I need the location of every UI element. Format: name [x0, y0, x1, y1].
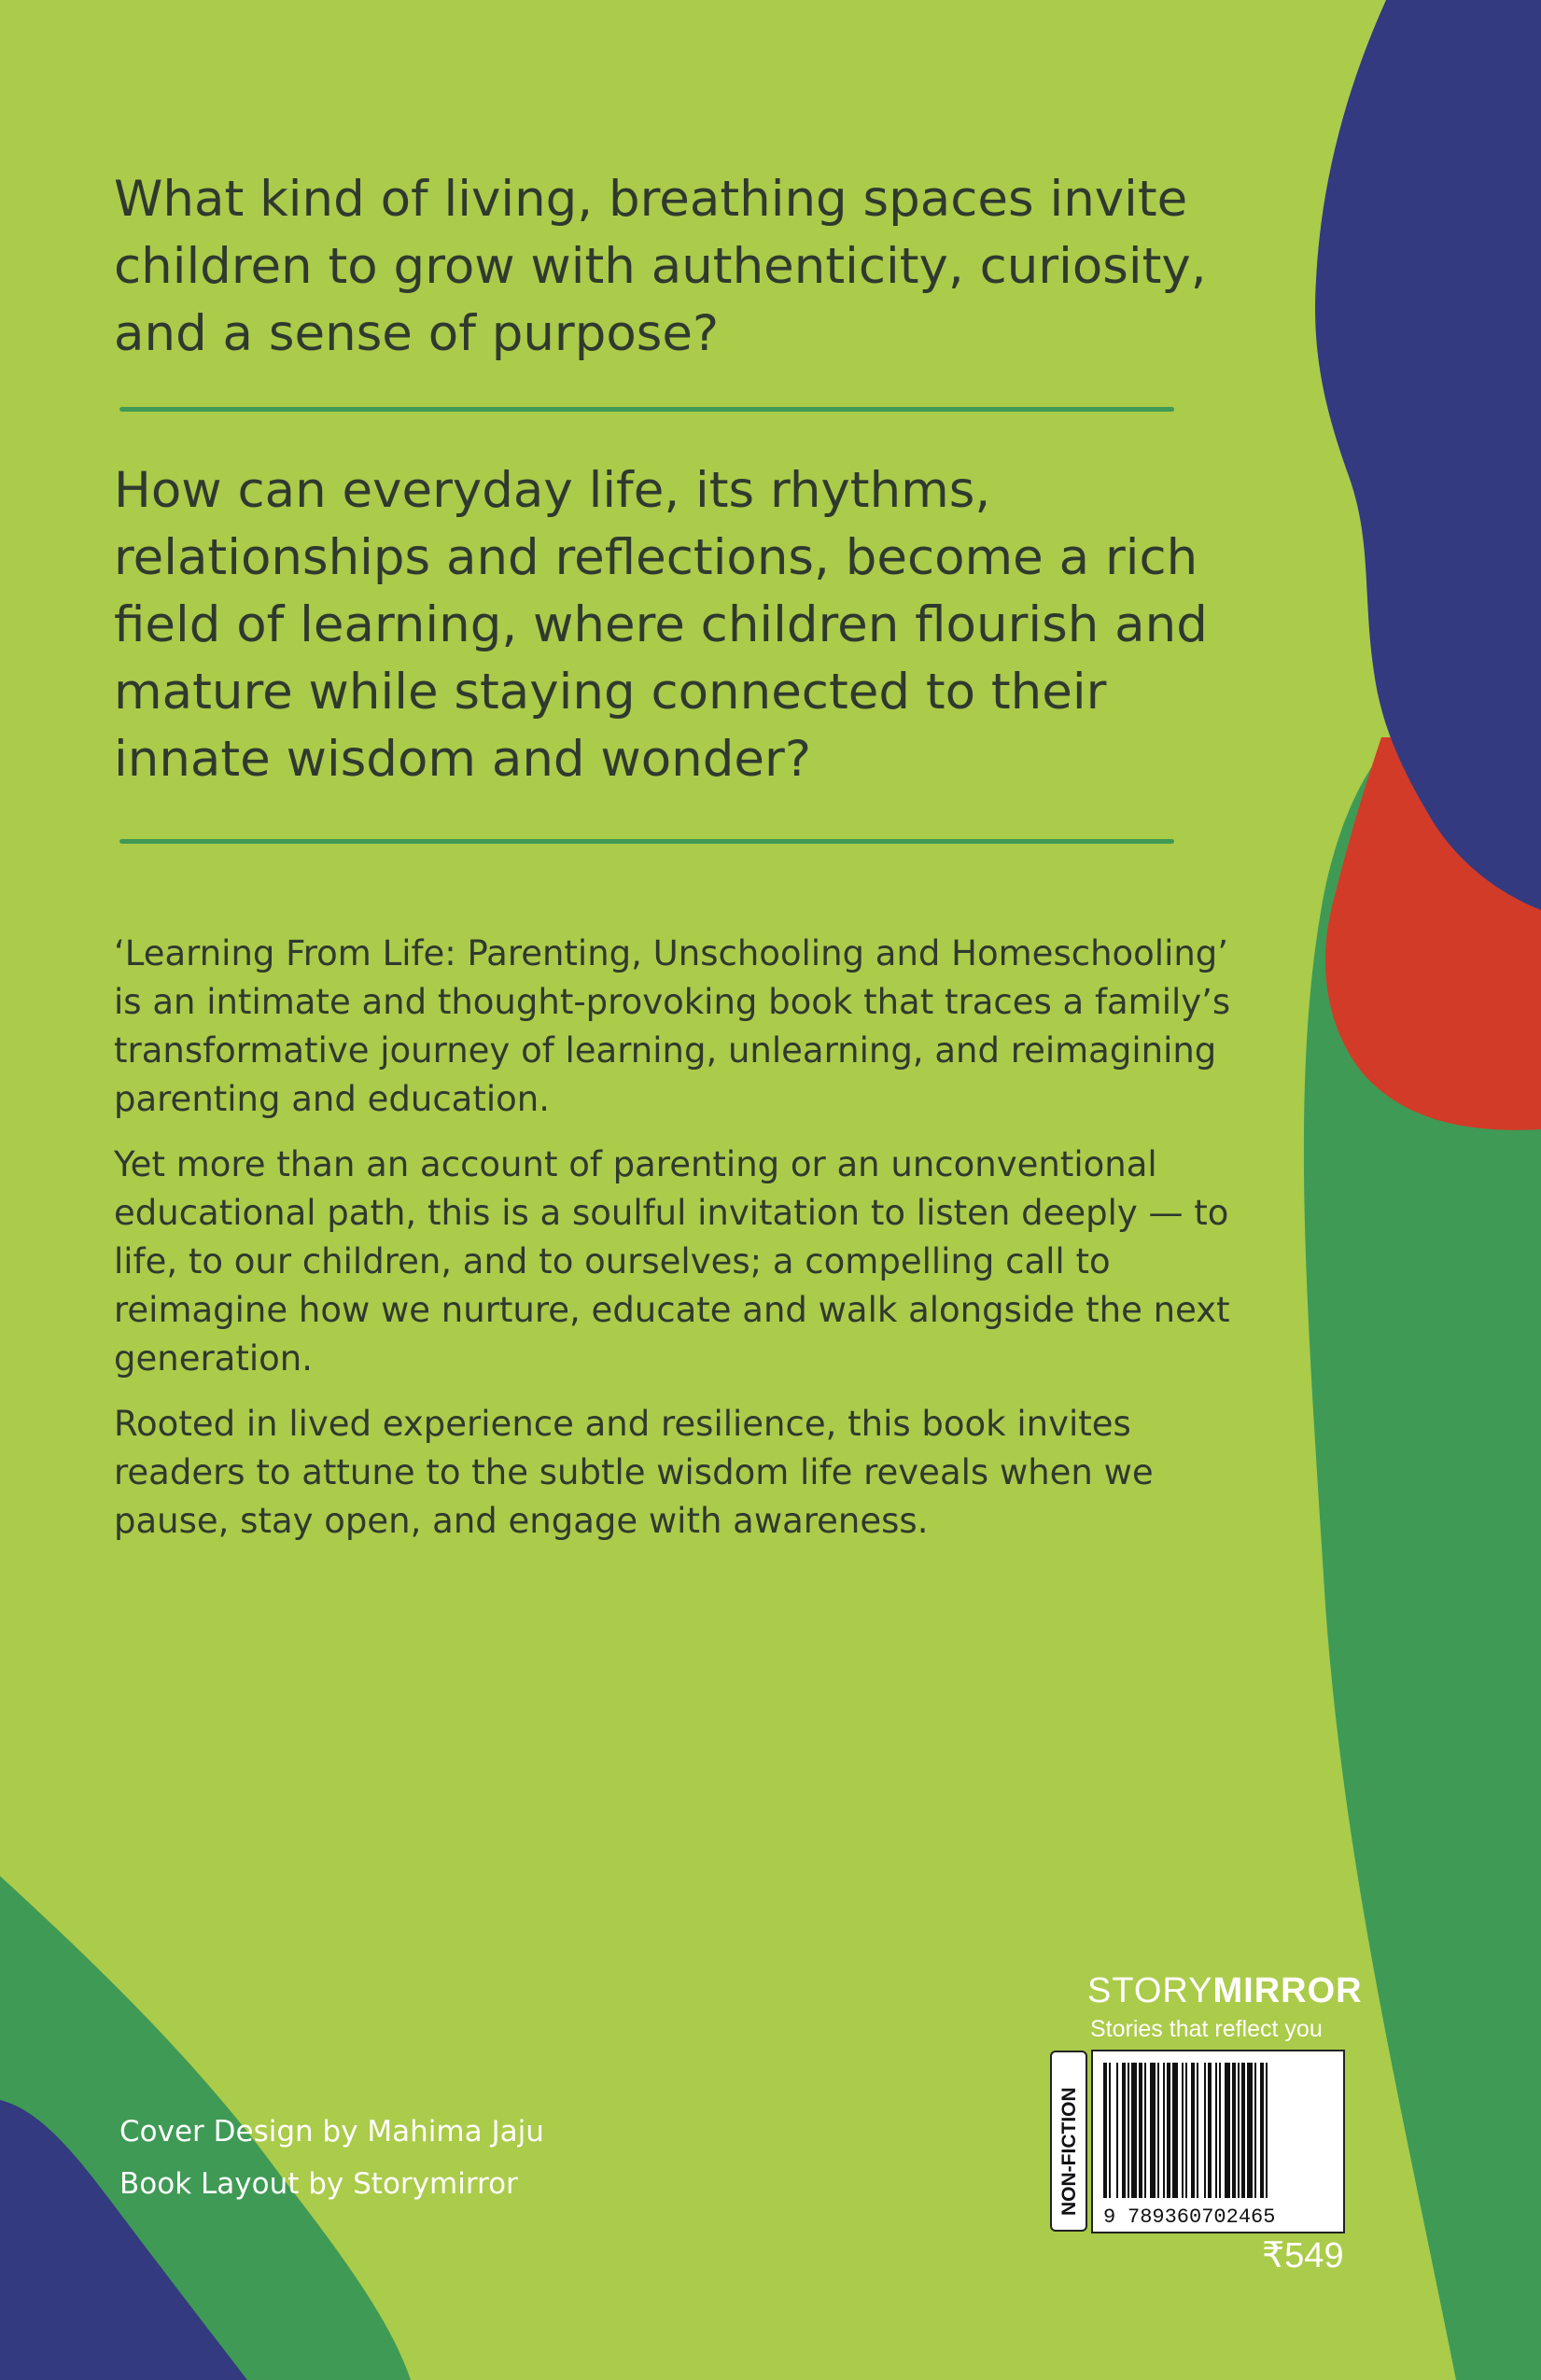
book-layout-credit: Book Layout by Storymirror [119, 2167, 518, 2201]
barcode-bar [1157, 2063, 1159, 2198]
barcode-bar [1109, 2063, 1111, 2198]
cover-design-credit: Cover Design by Mahima Jaju [119, 2115, 544, 2149]
barcode-first-digit: 9 [1103, 2205, 1116, 2229]
barcode-bar [1204, 2063, 1206, 2198]
barcode-bar [1103, 2063, 1107, 2198]
barcode-bar [1254, 2063, 1256, 2198]
barcode-bar [1150, 2063, 1156, 2198]
barcode-bar [1182, 2063, 1184, 2198]
barcode-bar [1238, 2063, 1240, 2198]
publisher-tagline: Stories that reflect you [1090, 2016, 1323, 2042]
barcode-bar [1191, 2063, 1195, 2198]
question-1: What kind of living, breathing spaces invite children to grow with authenticity, curiosity, and a sense of purpose? [114, 171, 1207, 362]
barcode-group [1051, 2051, 1344, 2233]
right-navy-shape [1315, 0, 1541, 910]
publisher-name-bold: MIRROR [1212, 1971, 1363, 2010]
barcode-bar [1241, 2063, 1245, 2198]
barcode-bar [1197, 2063, 1198, 2198]
barcode-bar [1167, 2063, 1170, 2198]
publisher-logo [1087, 1971, 1363, 2011]
barcode-bars [1103, 2063, 1268, 2198]
barcode-bar [1131, 2063, 1137, 2198]
barcode-bar [1139, 2063, 1142, 2198]
barcode-bar [1232, 2063, 1236, 2198]
barcode-bar [1219, 2063, 1221, 2198]
barcode-bar [1172, 2063, 1178, 2198]
barcode-bar [1185, 2063, 1187, 2198]
description-paragraph-1: ‘Learning From Life: Parenting, Unschooling and Homeschooling’ is an intimate and thought-provoking book that traces a family’s transformative journey of learning, unlearning, and reimagining parenting and education. [114, 933, 1231, 1119]
description-paragraph-2: Yet more than an account of parenting or an unconventional educational path, this is a soulful invitation to listen deeply — to life, to our children, and to ourselves; a compelling call to reimagine how we nurture, educate and walk alongside the next generation. [114, 1144, 1230, 1379]
barcode-bar [1122, 2063, 1126, 2198]
description-paragraph-3: Rooted in lived experience and resilience, this book invites readers to attune to the subtle wisdom life reveals when we pause, stay open, and engage with awareness. [114, 1404, 1154, 1541]
barcode-bar [1215, 2063, 1217, 2198]
question-2: How can everyday life, its rhythms, relationships and reflections, become a rich field of learning, where children flourish and mature while staying connected to their innate wisdom and wonder? [114, 462, 1208, 788]
price-label: ₹549 [1262, 2236, 1344, 2275]
barcode-bar [1247, 2063, 1253, 2198]
barcode-bar [1260, 2063, 1264, 2198]
barcode-bar [1163, 2063, 1165, 2198]
barcode-bar [1116, 2063, 1118, 2198]
divider-2 [119, 839, 1174, 844]
barcode-digits: 789360702465 [1128, 2205, 1276, 2229]
genre-tag-label: NON-FICTION [1058, 2087, 1080, 2216]
barcode-bar [1266, 2063, 1268, 2198]
barcode-bar [1144, 2063, 1146, 2198]
barcode-bar [1208, 2063, 1212, 2198]
barcode-bar [1225, 2063, 1230, 2198]
barcode-bar [1128, 2063, 1129, 2198]
divider-1 [119, 407, 1174, 412]
publisher-name-light: STORY [1087, 1971, 1213, 2010]
